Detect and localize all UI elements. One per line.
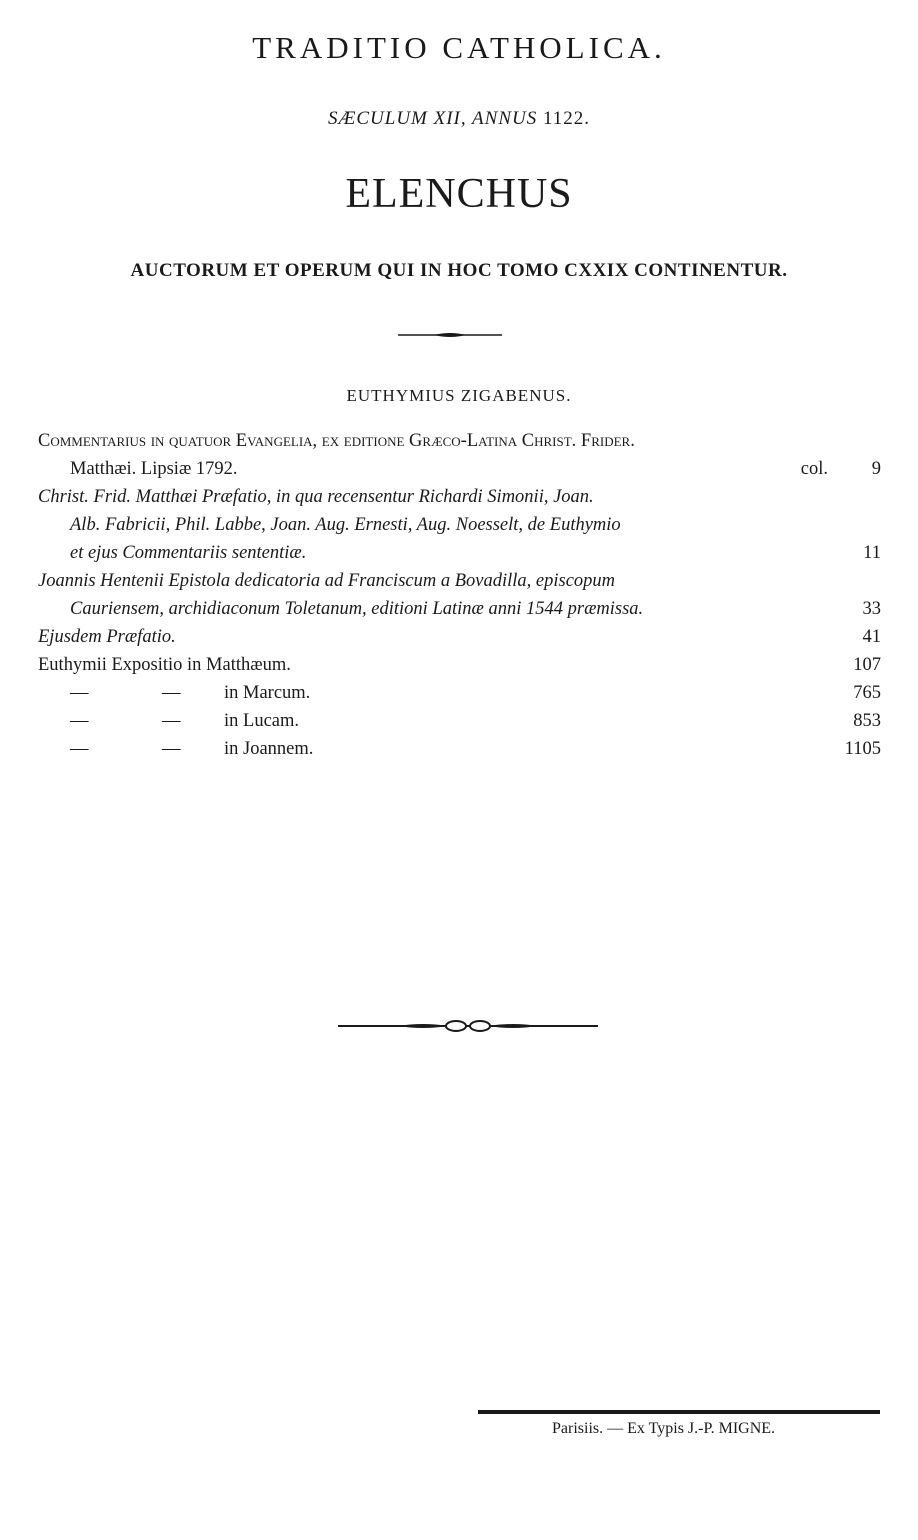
column-number: 33 (862, 599, 881, 619)
entry-text: Alb. Fabricii, Phil. Labbe, Joan. Aug. Ernesti, Aug. Noesselt, de Euthymio (70, 515, 621, 535)
entry-text: in Lucam. (224, 711, 300, 731)
ditto-dash: — (162, 683, 181, 703)
century-label: SÆCULUM XII, ANNUS (327, 108, 538, 129)
entry-line (0, 568, 918, 594)
entry-text: in Joannem. (224, 739, 314, 759)
printer-imprint: Parisiis. — Ex Typis J.-P. MIGNE. (552, 1420, 776, 1437)
entry-line (0, 596, 918, 622)
ditto-dash: — (162, 711, 181, 731)
column-number: 11 (863, 543, 881, 563)
entry-line (0, 624, 918, 650)
column-label: col. (800, 459, 828, 479)
footer-rule (478, 1410, 880, 1414)
entry-line (0, 708, 918, 734)
ditto-dash: — (70, 739, 89, 759)
column-number: 107 (853, 655, 881, 675)
column-number: 853 (853, 711, 881, 731)
century-year-line (0, 108, 918, 130)
year-label: 1122. (542, 108, 591, 129)
entry-line (0, 736, 918, 762)
ditto-dash: — (70, 683, 89, 703)
series-title: TRADITIO CATHOLICA. (252, 30, 666, 65)
entry-text: Ejusdem Præfatio. (38, 627, 176, 647)
ornamental-rule-top (398, 331, 502, 339)
entry-line (0, 540, 918, 566)
entry-line (0, 680, 918, 706)
entry-line (0, 484, 918, 510)
entry-line (0, 456, 918, 482)
index-subtitle: AUCTORUM ET OPERUM QUI IN HOC TOMO CXXIX CONTINENTUR. (130, 260, 788, 281)
entry-text: Cauriensem, archidiaconum Toletanum, editioni Latinæ anni 1544 præmissa. (70, 599, 644, 619)
entry-text: et ejus Commentariis sententiæ. (70, 543, 307, 563)
index-title: ELENCHUS (345, 171, 573, 217)
entry-line (0, 428, 918, 454)
entry-text: Christ. Frid. Matthæi Præfatio, in qua recensentur Richardi Simonii, Joan. (38, 487, 594, 507)
column-number: 41 (862, 627, 881, 647)
entry-text: Matthæi. Lipsiæ 1792. (70, 459, 238, 479)
entry-text: Euthymii Expositio in Matthæum. (38, 655, 291, 675)
author-heading: EUTHYMIUS ZIGABENUS. (346, 386, 572, 405)
entry-line (0, 512, 918, 538)
ditto-dash: — (162, 739, 181, 759)
ornamental-rule-bottom (338, 1019, 598, 1033)
entry-line (0, 652, 918, 678)
column-number: 1105 (844, 739, 881, 759)
ditto-dash: — (70, 711, 89, 731)
entry-text (38, 428, 635, 454)
column-number: 9 (871, 459, 881, 479)
column-number: 765 (853, 683, 881, 703)
entry-text: in Marcum. (224, 683, 311, 703)
entry-text-segment: Commentarius in quatuor Evangelia, ex editione Græco-Latina Christ. Frider. (38, 431, 635, 451)
entry-text: Joannis Hentenii Epistola dedicatoria ad Franciscum a Bovadilla, episcopum (38, 571, 616, 591)
